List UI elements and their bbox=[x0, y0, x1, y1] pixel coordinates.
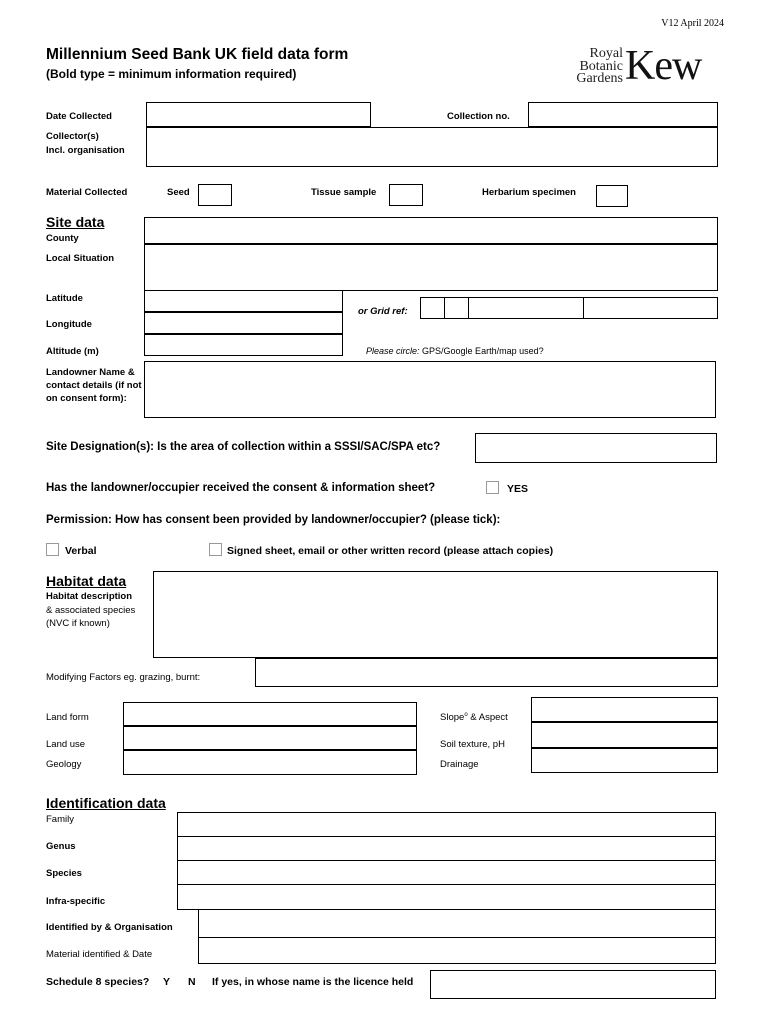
landowner-field[interactable] bbox=[144, 361, 716, 418]
slope-aspect-label bbox=[440, 712, 508, 723]
schedule-8-no[interactable]: N bbox=[188, 976, 196, 988]
landform-field[interactable] bbox=[123, 702, 417, 726]
date-collected-field[interactable] bbox=[146, 102, 371, 127]
tissue-sample-checkbox[interactable] bbox=[389, 184, 423, 206]
form-subtitle: (Bold type = minimum information required) bbox=[46, 67, 297, 81]
degree-symbol: o bbox=[464, 712, 468, 718]
material-identified-label: Material identified & Date bbox=[46, 949, 153, 960]
species-label: Species bbox=[46, 868, 82, 879]
site-designation-question: Site Designation(s): Is the area of collection within a SSSI/SAC/SPA etc? bbox=[46, 441, 441, 453]
drainage-label: Drainage bbox=[440, 759, 479, 770]
modifying-factors-label: Modifying Factors eg. grazing, burnt: bbox=[46, 672, 201, 683]
consent-yes-label: YES bbox=[507, 483, 529, 495]
landuse-field[interactable] bbox=[123, 726, 417, 750]
site-data-heading: Site data bbox=[46, 214, 105, 230]
slope-text: Slope bbox=[440, 712, 465, 724]
form-title: Millennium Seed Bank UK field data form bbox=[46, 46, 349, 63]
identified-by-label: Identified by & Organisation bbox=[46, 922, 173, 933]
local-situation-label: Local Situation bbox=[46, 253, 115, 264]
landowner-label: Landowner Name & contact details (if not on consent form): bbox=[46, 367, 142, 404]
county-label: County bbox=[46, 233, 79, 244]
please-circle-text: Please circle: bbox=[366, 346, 420, 356]
landform-label: Land form bbox=[46, 712, 89, 723]
genus-label: Genus bbox=[46, 841, 76, 852]
seed-label: Seed bbox=[167, 187, 190, 198]
schedule-8-label: Schedule 8 species? bbox=[46, 976, 150, 988]
grid-ref-cell-2[interactable] bbox=[444, 297, 469, 319]
soil-texture-field[interactable] bbox=[531, 722, 718, 748]
herbarium-specimen-checkbox[interactable] bbox=[596, 185, 628, 207]
grid-ref-cell-1[interactable] bbox=[420, 297, 445, 319]
gps-options-text: GPS/Google Earth/map used? bbox=[419, 346, 544, 356]
schedule-8-yes[interactable]: Y bbox=[163, 976, 171, 988]
drainage-field[interactable] bbox=[531, 748, 718, 773]
infra-specific-label: Infra-specific bbox=[46, 896, 106, 907]
grid-ref-cell-3[interactable] bbox=[468, 297, 584, 319]
longitude-label: Longitude bbox=[46, 319, 92, 330]
latitude-field[interactable] bbox=[144, 290, 343, 312]
county-field[interactable] bbox=[144, 217, 718, 244]
family-label: Family bbox=[46, 814, 74, 825]
infra-specific-field[interactable] bbox=[177, 884, 716, 910]
habitat-description-field[interactable] bbox=[153, 571, 718, 658]
collector-label: Collector(s) bbox=[46, 131, 99, 142]
geology-label: Geology bbox=[46, 759, 82, 770]
version-label: V12 April 2024 bbox=[661, 18, 724, 29]
logo-word-kew: Kew bbox=[625, 43, 702, 89]
tissue-sample-label: Tissue sample bbox=[311, 187, 377, 198]
licence-holder-field[interactable] bbox=[430, 970, 716, 999]
species-field[interactable] bbox=[177, 860, 716, 885]
written-record-checkbox[interactable] bbox=[209, 543, 222, 556]
date-collected-label: Date Collected bbox=[46, 111, 112, 122]
altitude-label: Altitude (m) bbox=[46, 346, 99, 357]
identification-data-heading: Identification data bbox=[46, 795, 166, 811]
logo-line-royal: Royal bbox=[589, 46, 623, 61]
geology-field[interactable] bbox=[123, 750, 417, 775]
collector-org-label: Incl. organisation bbox=[46, 145, 125, 156]
seed-checkbox[interactable] bbox=[198, 184, 232, 206]
logo-line-botanic: Botanic bbox=[579, 58, 623, 74]
licence-holder-label: If yes, in whose name is the licence held bbox=[212, 976, 414, 988]
site-designation-field[interactable] bbox=[475, 433, 717, 463]
longitude-field[interactable] bbox=[144, 312, 343, 334]
latitude-label: Latitude bbox=[46, 293, 83, 304]
grid-ref-cell-4[interactable] bbox=[583, 297, 718, 319]
aspect-text: & Aspect bbox=[467, 712, 508, 724]
kew-logo bbox=[560, 43, 725, 92]
altitude-field[interactable] bbox=[144, 334, 343, 356]
habitat-description-sub: & associated species (NVC if known) bbox=[46, 605, 136, 629]
written-record-label: Signed sheet, email or other written record (please attach copies) bbox=[227, 545, 554, 557]
identified-by-field[interactable] bbox=[198, 909, 716, 938]
habitat-data-heading: Habitat data bbox=[46, 573, 127, 589]
logo-line-gardens: Gardens bbox=[576, 71, 623, 86]
herbarium-specimen-label: Herbarium specimen bbox=[482, 187, 576, 198]
slope-aspect-field[interactable] bbox=[531, 697, 718, 722]
family-field[interactable] bbox=[177, 812, 716, 837]
habitat-description-label: Habitat description bbox=[46, 591, 133, 602]
modifying-factors-field[interactable] bbox=[255, 658, 718, 687]
logo-stack bbox=[576, 48, 623, 86]
material-identified-field[interactable] bbox=[198, 937, 716, 964]
grid-ref-label: or Grid ref: bbox=[358, 306, 408, 317]
permission-question: Permission: How has consent been provided by landowner/occupier? (please tick): bbox=[46, 514, 501, 526]
consent-yes-checkbox[interactable] bbox=[486, 481, 499, 494]
consent-sheet-question: Has the landowner/occupier received the consent & information sheet? bbox=[46, 482, 436, 494]
collection-number-label: Collection no. bbox=[447, 111, 510, 122]
collection-number-field[interactable] bbox=[528, 102, 718, 127]
gps-circle-note bbox=[366, 346, 544, 356]
collector-field[interactable] bbox=[146, 127, 718, 167]
genus-field[interactable] bbox=[177, 836, 716, 861]
soil-texture-label: Soil texture, pH bbox=[440, 739, 505, 750]
verbal-label: Verbal bbox=[65, 545, 97, 557]
verbal-checkbox[interactable] bbox=[46, 543, 59, 556]
landuse-label: Land use bbox=[46, 739, 86, 750]
local-situation-field[interactable] bbox=[144, 244, 718, 291]
material-collected-label: Material Collected bbox=[46, 187, 128, 198]
